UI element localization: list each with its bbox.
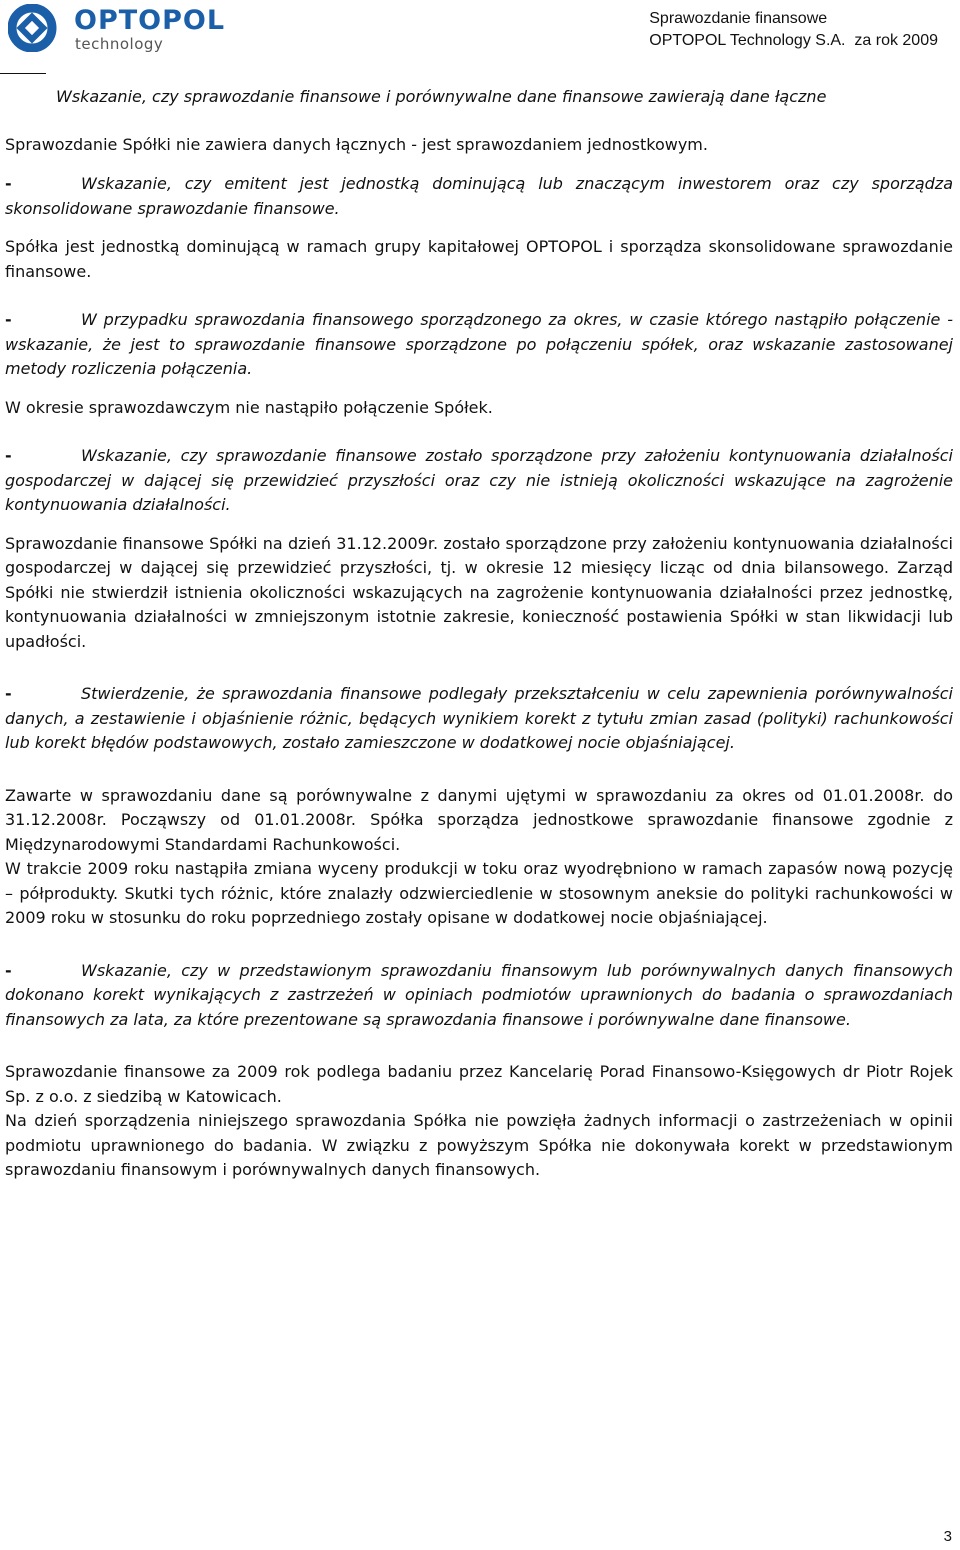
section-4-question: - Wskazanie, czy sprawozdanie finansowe zostało sporządzone przy założeniu kontynuowania działalności gospodarczej w dającej się przewidzieć przyszłości oraz czy nie istnieją okoliczności wskazujące na zagrożenie kontynuowania działalności. [5, 446, 953, 514]
section-5-answer-1: Zawarte w sprawozdaniu dane są porównywalne z danymi ujętymi w sprawozdaniu za okres od 01.01.2008r. do 31.12.2008r. Począwszy od 01.01.2008r. Spółka sporządza jednostkowe sprawozdanie finansowe zgodnie z Międzynarodowymi Standardami Rachunkowości. [5, 785, 953, 854]
logo-name: OPTOPOL [74, 5, 226, 36]
document-body [5, 85, 953, 1183]
section-6-answer-1: Sprawozdanie finansowe za 2009 rok podlega badaniu przez Kancelarię Porad Finansowo-Księgowych dr Piotr Rojek Sp. z o.o. z siedzibą w Katowicach. [5, 1062, 953, 1106]
bullet-dash: - [5, 684, 12, 703]
section-4-answer: Sprawozdanie finansowe Spółki na dzień 31.12.2009r. zostało sporządzone przy założeniu kontynuowania działalności gospodarczej w dającej się przewidzieć przyszłości, tj. w okresie 12 miesięcy licząc od dnia bilansowego. Zarząd Spółki nie stwierdził istnienia okoliczności wskazujących na zagrożenie kontynuowania działalności przez jednostkę, kontynuowania działalności w zmniejszonym istotnie zakresie, konieczność postawienia Spółki w stan likwidacji lub upadłości. [5, 533, 953, 651]
section-5-question: - Stwierdzenie, że sprawozdania finansowe podlegały przekształceniu w celu zapewnienia porównywalności danych, a zestawienie i objaśnienie różnic, będących wynikiem korekt z tytułu zmian zasad (polityki) rachunkowości lub korekt błędów podstawowych, zostało zamieszczone w dodatkowej nocie objaśniającej. [5, 684, 953, 752]
optopol-logo-mark-icon [8, 4, 64, 52]
section-2-answer: Spółka jest jednostką dominującą w ramach grupy kapitałowej OPTOPOL i sporządza skonsolidowane sprawozdanie finansowe. [5, 237, 953, 281]
header-rule [0, 73, 46, 74]
header-info [649, 8, 938, 52]
section-5-answer-2: W trakcie 2009 roku nastąpiła zmiana wyceny produkcji w toku oraz wyodrębniono w ramach zapasów nową pozycję – półprodukty. Skutki tych różnic, które znalazły odzwierciedlenie w stosownym aneksie do polityki rachunkowości w 2009 roku w stosunku do roku poprzedniego zostały opisane w dodatkowej nocie objaśniającej. [5, 859, 953, 927]
logo-subtitle: technology [75, 35, 164, 53]
page-number: 3 [943, 1528, 952, 1545]
header-report-title: Sprawozdanie finansowe [649, 10, 828, 27]
section-3-question: - W przypadku sprawozdania finansowego sporządzonego za okres, w czasie którego nastąpiło połączenie - wskazanie, że jest to sprawozdanie finansowe sporządzone po połączeniu spółek, oraz wskazanie zastosowanej metody rozliczenia połączenia. [5, 310, 953, 378]
section-1-answer: Sprawozdanie Spółki nie zawiera danych łącznych - jest sprawozdaniem jednostkowym. [5, 134, 708, 154]
page-header [0, 0, 960, 58]
section-2-question: - Wskazanie, czy emitent jest jednostką dominującą lub znaczącym inwestorem oraz czy sporządza skonsolidowane sprawozdanie finansowe. [5, 174, 953, 218]
optopol-logo [8, 4, 238, 54]
section-1-question: Wskazanie, czy sprawozdanie finansowe i porównywalne dane finansowe zawierają dane łączne [56, 87, 827, 106]
section-3-answer: W okresie sprawozdawczym nie nastąpiło połączenie Spółek. [5, 397, 493, 417]
section-6-answer-2: Na dzień sporządzenia niniejszego sprawozdania Spółka nie powzięła żadnych informacji o zastrzeżeniach w opinii podmiotu uprawnionego do badania. W związku z powyższym Spółka nie dokonywała korekt w przedstawionym sprawozdaniu finansowym i porównywalnych danych finansowych. [5, 1111, 953, 1179]
bullet-dash: - [5, 446, 12, 465]
bullet-dash: - [5, 960, 12, 980]
header-company-year: OPTOPOL Technology S.A. za rok 2009 [649, 32, 938, 49]
section-6-question: - Wskazanie, czy w przedstawionym sprawozdaniu finansowym lub porównywalnych danych finansowych dokonano korekt wynikających z zastrzeżeń w opiniach podmiotów uprawnionych do badania o sprawozdaniach finansowych za lata, za które prezentowane są sprawozdania finansowe i porównywalne dane finansowe. [5, 960, 953, 1029]
bullet-dash: - [5, 310, 12, 329]
bullet-dash: - [5, 174, 12, 193]
